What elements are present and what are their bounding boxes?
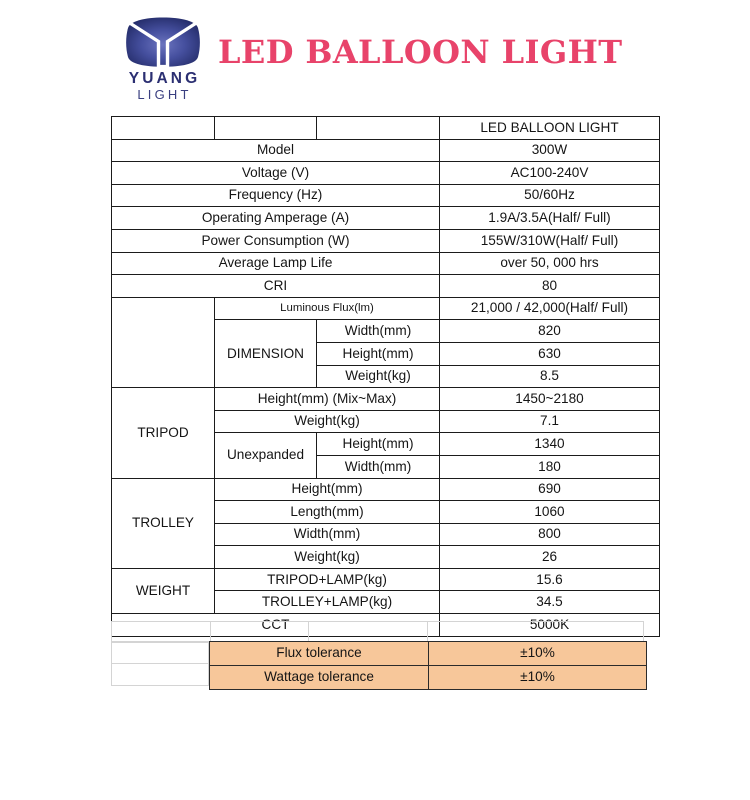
group-cell-unexpanded: Unexpanded [215, 433, 317, 478]
header-blank-cell-1 [112, 117, 215, 140]
row-label-power-consumption: Power Consumption (W) [112, 229, 440, 252]
row-value-dimension-height: 630 [440, 342, 660, 365]
row-label-wattage-tolerance: Wattage tolerance [210, 666, 429, 690]
group-cell-tripod: TRIPOD [112, 388, 215, 478]
row-label-frequency: Frequency (Hz) [112, 184, 440, 207]
group-cell-blank-lamp [112, 297, 215, 387]
row-value-tripod-weight: 7.1 [440, 410, 660, 433]
row-label-weight-tripod-lamp: TRIPOD+LAMP(kg) [215, 568, 440, 591]
row-label-tripod-weight: Weight(kg) [215, 410, 440, 433]
row-label-dimension-weight: Weight(kg) [317, 365, 440, 388]
row-value-power-consumption: 155W/310W(Half/ Full) [440, 229, 660, 252]
row-value-dimension-width: 820 [440, 320, 660, 343]
specification-table [111, 116, 660, 637]
table-row [112, 275, 660, 298]
table-row [112, 162, 660, 185]
row-label-trolley-weight: Weight(kg) [215, 546, 440, 569]
row-label-voltage: Voltage (V) [112, 162, 440, 185]
table-row [112, 478, 660, 501]
row-value-frequency: 50/60Hz [440, 184, 660, 207]
spacer-cell-2 [211, 622, 309, 643]
row-value-trolley-weight: 26 [440, 546, 660, 569]
spacer-cell-4 [428, 622, 644, 643]
row-label-dimension-width: Width(mm) [317, 320, 440, 343]
table-row-header [112, 117, 660, 140]
row-label-trolley-width: Width(mm) [215, 523, 440, 546]
group-cell-weight: WEIGHT [112, 568, 215, 613]
spacer-row [112, 622, 644, 643]
tolerance-side-cell-1 [112, 642, 209, 664]
spacer-cell-1 [112, 622, 211, 643]
logo-mark [124, 16, 202, 68]
row-label-model: Model [112, 139, 440, 162]
tolerance-table [209, 641, 647, 690]
row-value-tripod-height-range: 1450~2180 [440, 388, 660, 411]
row-value-luminous-flux: 21,000 / 42,000(Half/ Full) [440, 297, 660, 320]
row-value-trolley-height: 690 [440, 478, 660, 501]
row-value-operating-amperage: 1.9A/3.5A(Half/ Full) [440, 207, 660, 230]
row-value-cct: 5000K [440, 614, 660, 637]
row-label-trolley-height: Height(mm) [215, 478, 440, 501]
row-label-cct: CCT [112, 614, 440, 637]
brand-logo [113, 16, 213, 108]
row-value-unexpanded-width: 180 [440, 455, 660, 478]
row-value-trolley-length: 1060 [440, 501, 660, 524]
table-row [112, 184, 660, 207]
header-blank-cell-2 [215, 117, 317, 140]
row-value-average-lamp-life: over 50, 000 hrs [440, 252, 660, 275]
page-title: LED BALLOON LIGHT [218, 33, 623, 71]
table-row [112, 207, 660, 230]
yuang-balloon-icon [124, 16, 202, 68]
row-label-cri: CRI [112, 275, 440, 298]
table-row [210, 642, 647, 666]
row-label-luminous-flux: Luminous Flux(lm) [215, 297, 440, 320]
row-value-weight-tripod-lamp: 15.6 [440, 568, 660, 591]
row-label-unexpanded-width: Width(mm) [317, 455, 440, 478]
table-row [112, 568, 660, 591]
table-row [112, 388, 660, 411]
page-header [0, 0, 750, 112]
tolerance-side-grid [111, 641, 209, 686]
logo-wordmark-primary: YUANG [128, 70, 201, 87]
row-label-unexpanded-height: Height(mm) [317, 433, 440, 456]
table-row [210, 666, 647, 690]
table-row [112, 252, 660, 275]
row-value-trolley-width: 800 [440, 523, 660, 546]
logo-wordmark-secondary: LIGHT [137, 87, 192, 103]
table-row [112, 297, 660, 320]
row-label-trolley-length: Length(mm) [215, 501, 440, 524]
table-row [112, 139, 660, 162]
row-value-model: 300W [440, 139, 660, 162]
row-label-flux-tolerance: Flux tolerance [210, 642, 429, 666]
row-value-weight-trolley-lamp: 34.5 [440, 591, 660, 614]
row-label-weight-trolley-lamp: TROLLEY+LAMP(kg) [215, 591, 440, 614]
header-product-name: LED BALLOON LIGHT [440, 117, 660, 140]
tolerance-side-cell-2 [112, 664, 209, 686]
table-row [112, 229, 660, 252]
row-label-dimension-height: Height(mm) [317, 342, 440, 365]
spacer-cell-3 [309, 622, 428, 643]
spacer-grid-row [111, 621, 644, 643]
tolerance-side-row [112, 642, 209, 664]
row-value-dimension-weight: 8.5 [440, 365, 660, 388]
row-label-tripod-height-range: Height(mm) (Mix~Max) [215, 388, 440, 411]
row-value-unexpanded-height: 1340 [440, 433, 660, 456]
header-blank-cell-3 [317, 117, 440, 140]
row-value-wattage-tolerance: ±10% [429, 666, 647, 690]
tolerance-side-row [112, 664, 209, 686]
row-value-flux-tolerance: ±10% [429, 642, 647, 666]
group-cell-dimension: DIMENSION [215, 320, 317, 388]
row-value-cri: 80 [440, 275, 660, 298]
row-label-average-lamp-life: Average Lamp Life [112, 252, 440, 275]
row-value-voltage: AC100-240V [440, 162, 660, 185]
row-label-operating-amperage: Operating Amperage (A) [112, 207, 440, 230]
group-cell-trolley: TROLLEY [112, 478, 215, 568]
